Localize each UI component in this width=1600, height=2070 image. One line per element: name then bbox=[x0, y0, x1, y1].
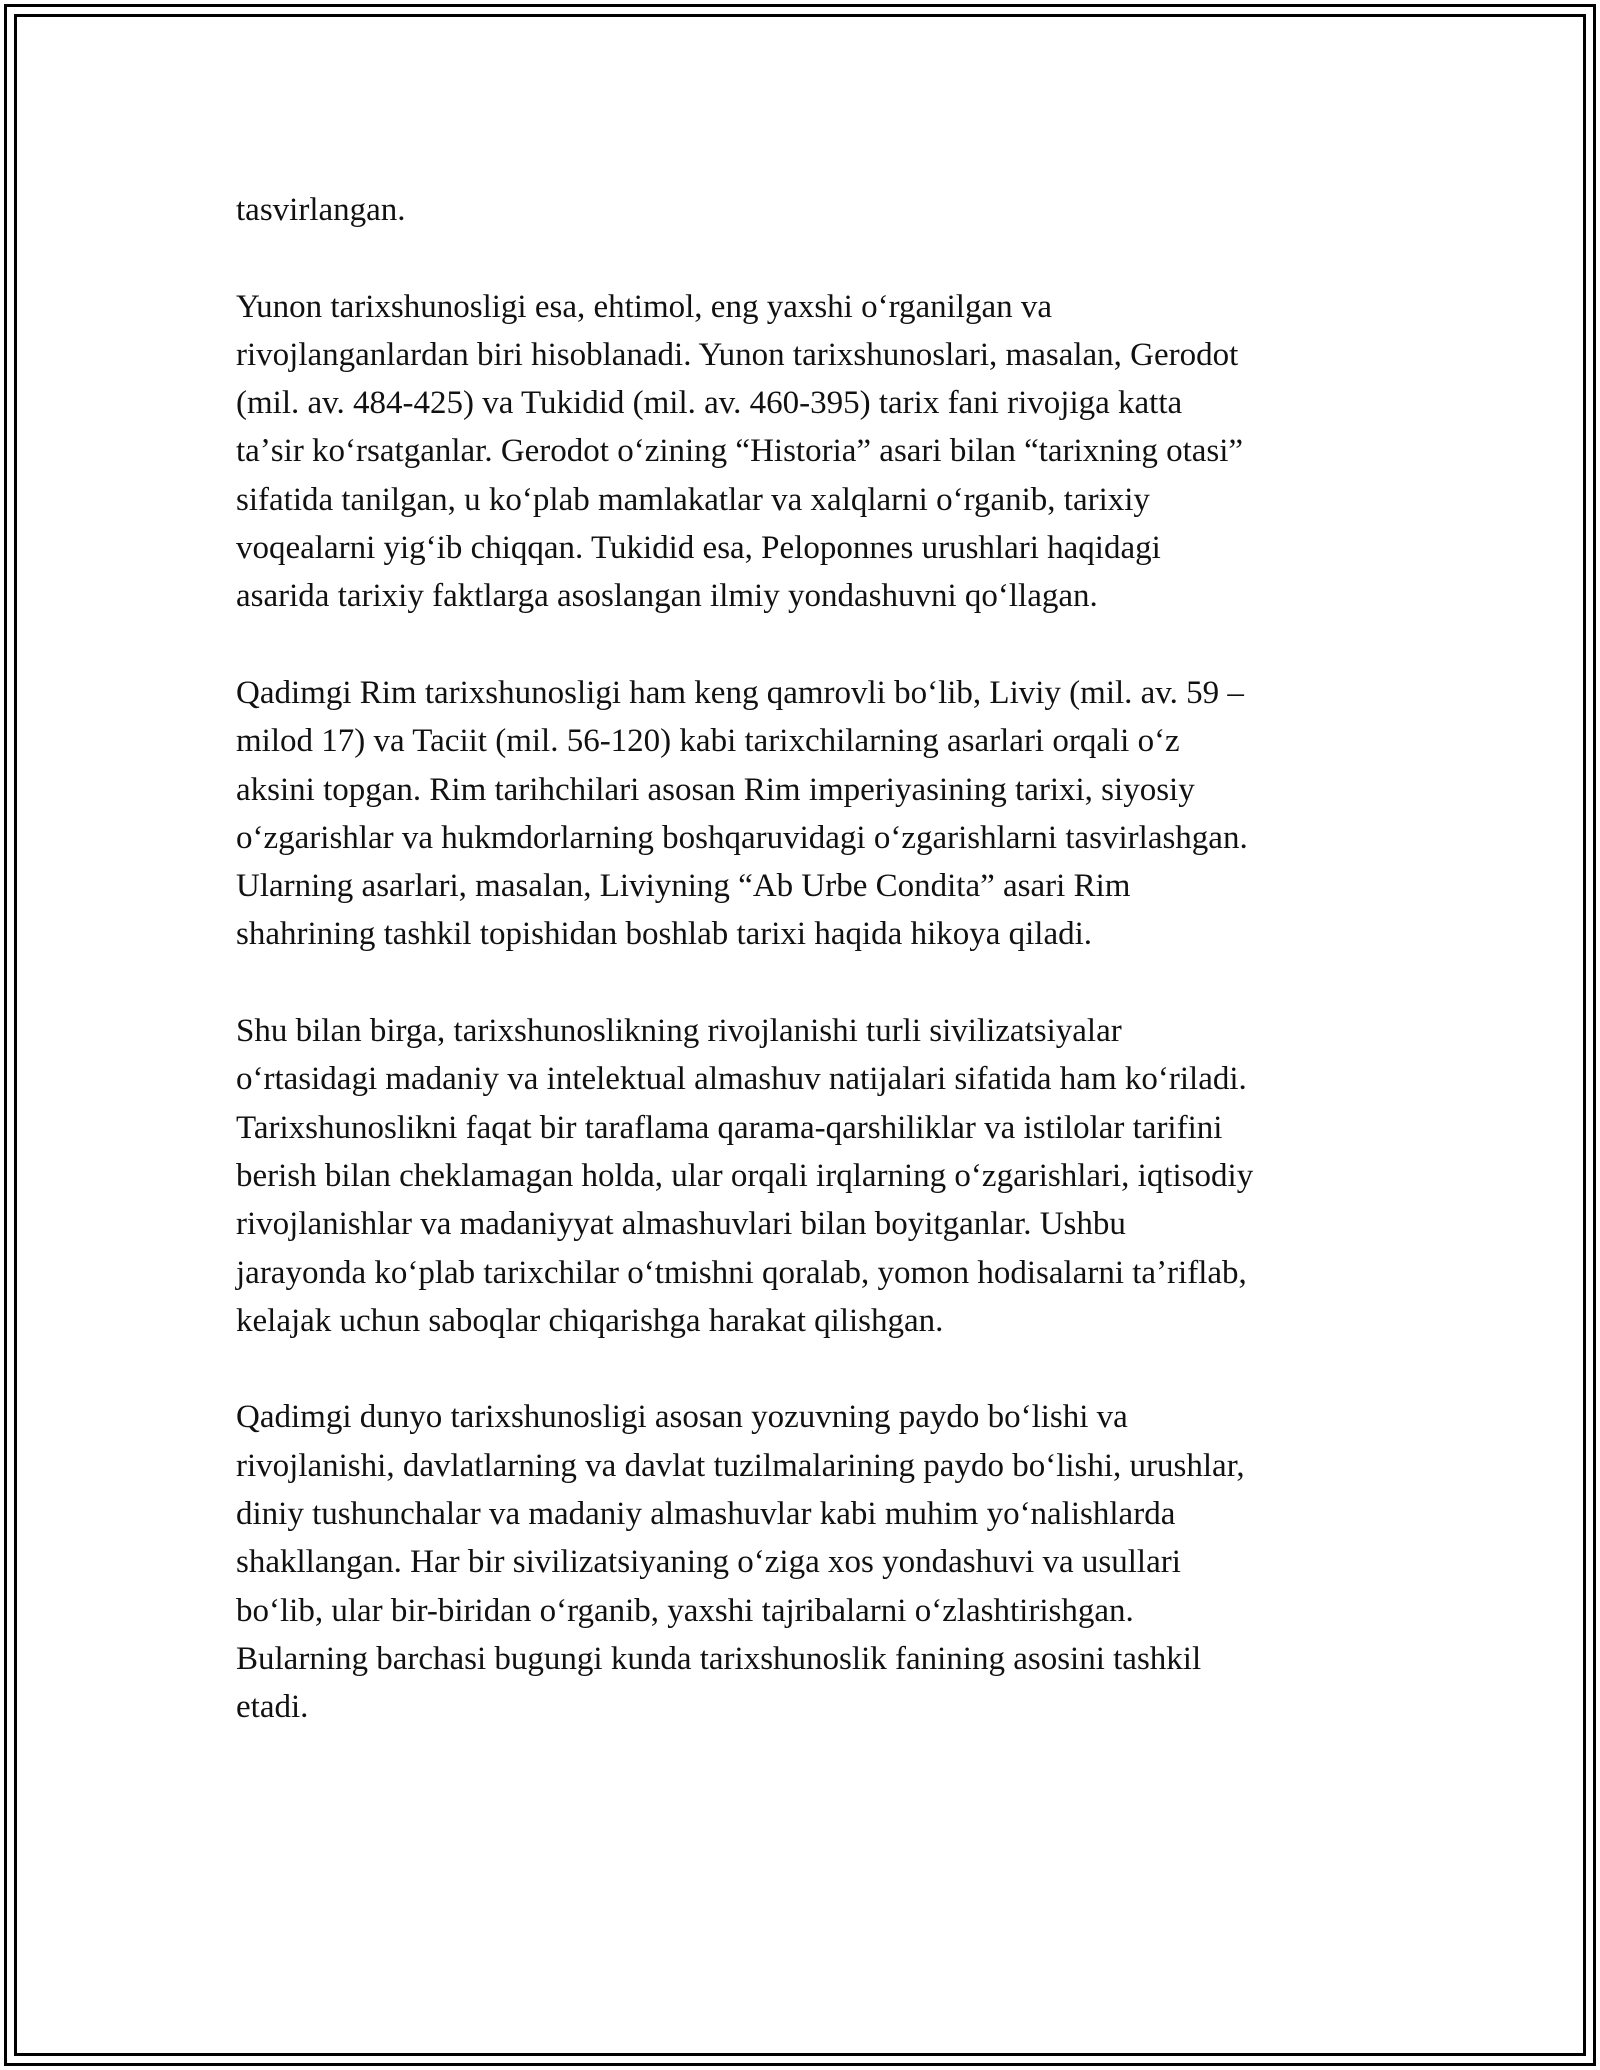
text-line: rivojlanganlardan biri hisoblanadi. Yunon tarixshunoslari, masalan, Gerodot bbox=[236, 336, 1239, 373]
text-line: (mil. av. 484-425) va Tukidid (mil. av. 460-395) tarix fani rivojiga katta bbox=[236, 385, 1183, 422]
text-line: voqealarni yigʻib chiqqan. Tukidid esa, Peloponnes urushlari haqidagi bbox=[236, 530, 1161, 567]
text-line: taʼsir koʻrsatganlar. Gerodot oʻzining “Historia” asari bilan “tarixning otasi” bbox=[236, 433, 1244, 470]
text-line: shahrining tashkil topishidan boshlab tarixi haqida hikoya qiladi. bbox=[236, 916, 1093, 953]
text-line: oʻrtasidagi madaniy va intelektual almashuv natijalari sifatida ham koʻriladi. bbox=[236, 1061, 1247, 1098]
paragraph-1 bbox=[236, 186, 1376, 234]
text-line: Qadimgi dunyo tarixshunosligi asosan yozuvning paydo boʻlishi va bbox=[236, 1399, 1128, 1436]
text-line: oʻzgarishlar va hukmdorlarning boshqaruvidagi oʻzgarishlarni tasvirlashgan. bbox=[236, 819, 1248, 856]
text-line: tasvirlangan. bbox=[236, 192, 406, 228]
text-line: Yunon tarixshunosligi esa, ehtimol, eng yaxshi oʻrganilgan va bbox=[236, 288, 1053, 325]
text-line: jarayonda koʻplab tarixchilar oʻtmishni qoralab, yomon hodisalarni taʼriflab, bbox=[236, 1254, 1247, 1291]
paragraph-4 bbox=[236, 1007, 1376, 1345]
text-line: Tarixshunoslikni faqat bir taraflama qarama-qarshiliklar va istilolar tarifini bbox=[236, 1109, 1223, 1146]
text-line: kelajak uchun saboqlar chiqarishga harakat qilishgan. bbox=[236, 1302, 944, 1339]
text-line: berish bilan cheklamagan holda, ular orqali irqlarning oʻzgarishlari, iqtisodiy bbox=[236, 1157, 1254, 1194]
document-body bbox=[236, 186, 1376, 1780]
paragraph-3 bbox=[236, 669, 1376, 959]
text-line: Shu bilan birga, tarixshunoslikning rivojlanishi turli sivilizatsiyalar bbox=[236, 1013, 1122, 1050]
text-line: etadi. bbox=[236, 1689, 309, 1726]
text-line: shakllangan. Har bir sivilizatsiyaning oʻziga xos yondashuvi va usullari bbox=[236, 1544, 1181, 1581]
text-line: Ularning asarlari, masalan, Liviyning “Ab Urbe Condita” asari Rim bbox=[236, 868, 1131, 905]
paragraph-5 bbox=[236, 1393, 1376, 1731]
text-line: rivojlanishlar va madaniyyat almashuvlari bilan boyitganlar. Ushbu bbox=[236, 1206, 1126, 1243]
paragraph-2 bbox=[236, 283, 1376, 621]
text-line: milod 17) va Taciit (mil. 56-120) kabi tarixchilarning asarlari orqali oʻz bbox=[236, 723, 1180, 760]
text-line: Bularning barchasi bugungi kunda tarixshunoslik fanining asosini tashkil bbox=[236, 1640, 1202, 1677]
text-line: asarida tarixiy faktlarga asoslangan ilmiy yondashuvni qoʻllagan. bbox=[236, 578, 1098, 615]
text-line: aksini topgan. Rim tarihchilari asosan Rim imperiyasining tarixi, siyosiy bbox=[236, 771, 1195, 808]
text-line: sifatida tanilgan, u koʻplab mamlakatlar va xalqlarni oʻrganib, tarixiy bbox=[236, 481, 1150, 518]
text-line: Qadimgi Rim tarixshunosligi ham keng qamrovli boʻlib, Liviy (mil. av. 59 – bbox=[236, 674, 1244, 711]
text-line: boʻlib, ular bir-biridan oʻrganib, yaxshi tajribalarni oʻzlashtirishgan. bbox=[236, 1592, 1134, 1629]
text-line: diniy tushunchalar va madaniy almashuvlar kabi muhim yoʻnalishlarda bbox=[236, 1496, 1176, 1533]
text-line: rivojlanishi, davlatlarning va davlat tuzilmalarining paydo boʻlishi, urushlar, bbox=[236, 1447, 1245, 1484]
